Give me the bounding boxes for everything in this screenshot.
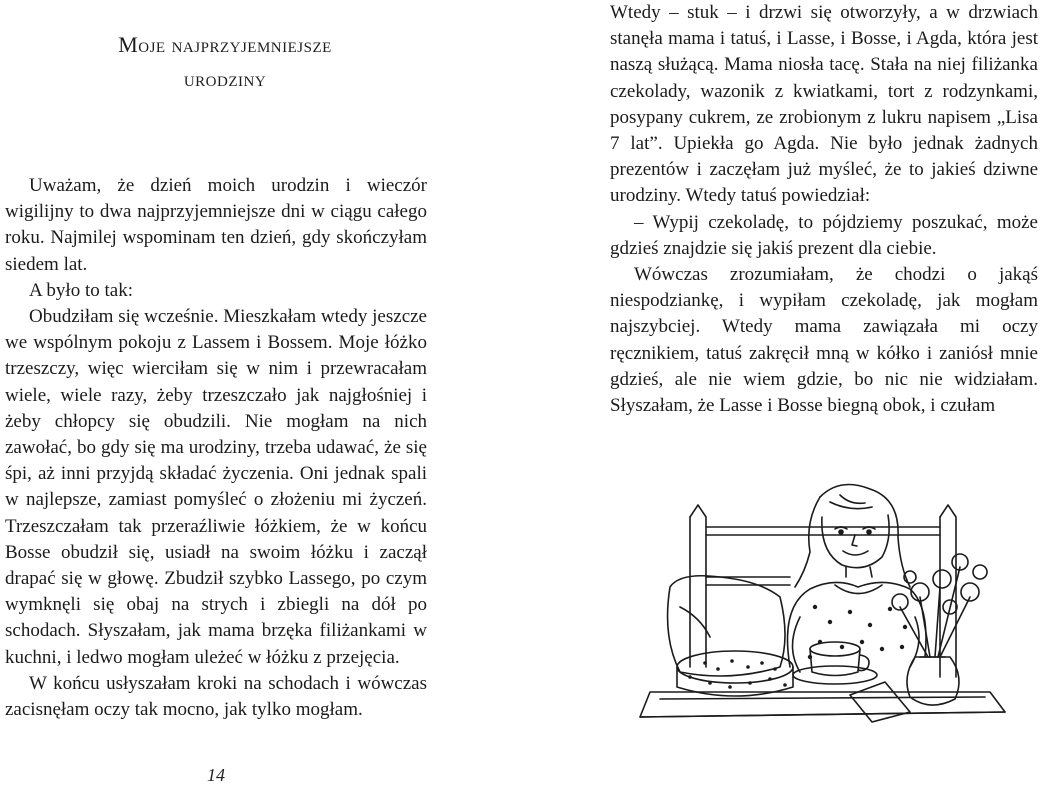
paragraph: – Wypij czekoladę, to pójdziemy poszukać, może gdzieś znajdzie się jakiś prezent dla ciebie. (610, 211, 1038, 259)
chapter-title (60, 28, 390, 96)
paragraph: Uważam, że dzień moich urodzin i wieczór wigilijny to dwa najprzyjemniejsze dni w ciągu całego roku. Najmilej wspominam ten dzień, gdy skończyłam siedem lat. (5, 175, 427, 275)
napkin (850, 682, 910, 722)
birthday-illustration (610, 477, 1040, 777)
left-page-body (5, 173, 427, 723)
pillow (668, 576, 785, 676)
girl (788, 485, 927, 673)
paragraph: Obudziłam się wcześnie. Mieszkałam wtedy jeszcze we wspólnym pokoju z Lassem i Bossem. Moje łóżko trzeszczy, więc wierciłam się w nim i przewracałam wiele, wiele razy, żeby trzeszczało jak najgłośniej i żeby chłopcy się obudzili. Nie mogłam na nich zawołać, bo gdy się ma urodziny, trzeba udawać, że się śpi, aż inni przyjdą składać życzenia. Oni jednak spali w najlepsze, zamiast pomyśleć o złożeniu mi życzeń. Trzeszczałam tak przeraźliwie łóżkiem, że w końcu Bosse obudził się, usiadł na swoim łóżku i zaczął drapać się w głowę. Zbudził szybko Lassego, po czym wymknęli się obaj na strych i zbiegli na dół po schodach. Słyszałam, jak mama brzęka filiżankami w kuchni, i ledwo mogłam uleżeć w łóżku z przejęcia. (5, 306, 427, 668)
cake-sprinkles (688, 659, 787, 689)
left-page (0, 0, 430, 791)
paragraph: A było to tak: (29, 279, 133, 301)
chapter-title-line-2: urodziny (183, 66, 267, 91)
page-number: 14 (207, 765, 225, 785)
chapter-title-line-1: Moje najprzyjemniejsze (118, 32, 332, 57)
paragraph: W końcu usłyszałam kroki na schodach i wówczas zacisnęłam oczy tak mocno, jak tylko mogłam. (5, 672, 427, 721)
right-page-body (610, 0, 1038, 419)
cake (677, 651, 793, 696)
dress-pattern (808, 605, 907, 659)
tray (640, 692, 1005, 717)
paragraph: Wtedy – stuk – i drzwi się otworzyły, a w drzwiach stanęła mama i tatuś, i Lasse, i Bosse, i Agda, która jest naszą służącą. Mama niosła tacę. Stała na niej filiżanka czekolady, wazonik z kwiatkami, tort z rodzynkami, posypany cukrem, ze zrobionym z lukru napisem „Lisa 7 lat”. Upiekła go Agda. Nie było jednak żadnych prezentów i zaczęłam już myśleć, że to jakieś dziwne urodziny. Wtedy tatuś powiedział: (610, 2, 1038, 207)
cup-of-chocolate (793, 642, 877, 684)
paragraph: Wówczas zrozumiałam, że chodzi o jakąś niespodziankę, i wypiłam czekoladę, jak mogłam najszybciej. Wtedy mama zawiązała mi oczy ręcznikiem, tatuś zakręcił mną w kółko i zaniósł mnie gdzieś, ale nie wiem gdzie, bo nic nie widziałam. Słyszałam, że Lasse i Bosse biegną obok, i czułam (610, 264, 1038, 417)
